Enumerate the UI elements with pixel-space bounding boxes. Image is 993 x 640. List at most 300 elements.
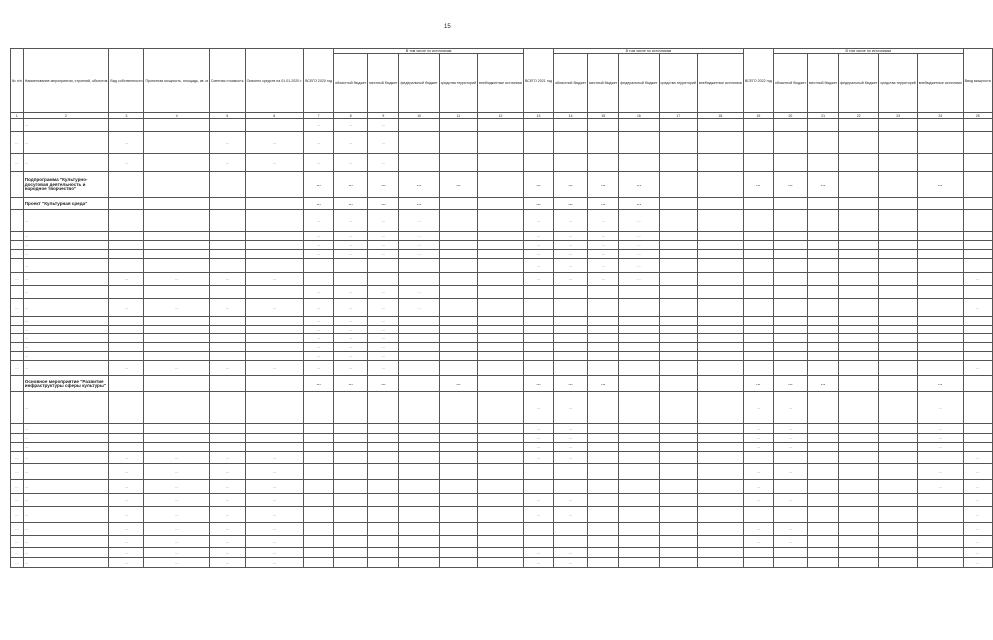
table-cell: … xyxy=(368,352,399,361)
table-cell xyxy=(697,343,743,352)
table-cell xyxy=(773,241,807,250)
table-cell: … xyxy=(368,343,399,352)
table-cell xyxy=(619,494,659,507)
table-cell: … xyxy=(399,172,439,198)
table-cell xyxy=(554,334,588,343)
table-cell xyxy=(808,259,839,273)
table-cell: … xyxy=(368,172,399,198)
table-cell xyxy=(743,317,773,326)
table-cell xyxy=(209,424,245,434)
table-cell xyxy=(839,376,879,392)
table-cell: … xyxy=(245,558,303,568)
table-cell xyxy=(478,273,524,286)
table-cell xyxy=(619,536,659,548)
table-cell xyxy=(773,334,807,343)
table-cell xyxy=(879,434,917,443)
table-cell: … xyxy=(523,232,553,241)
table-cell xyxy=(659,507,697,523)
table-row xyxy=(11,452,993,464)
table-cell: … xyxy=(743,536,773,548)
page-number: 15 xyxy=(444,24,451,30)
table-cell xyxy=(209,198,245,210)
table-cell: … xyxy=(554,452,588,464)
row-name-cell: … xyxy=(23,507,109,523)
row-name-cell: … xyxy=(23,273,109,286)
table-cell xyxy=(963,119,992,132)
table-cell xyxy=(554,317,588,326)
table-cell xyxy=(743,334,773,343)
col-ownership: Вид собственности xyxy=(109,49,144,113)
table-cell xyxy=(554,299,588,317)
table-cell xyxy=(245,352,303,361)
table-cell: … xyxy=(523,198,553,210)
table-cell xyxy=(478,198,524,210)
table-cell xyxy=(773,154,807,172)
table-cell xyxy=(588,334,619,343)
col-federal-2021: федеральный бюджет xyxy=(619,54,659,113)
table-cell xyxy=(839,494,879,507)
table-cell: … xyxy=(334,343,368,352)
table-cell xyxy=(839,361,879,376)
table-cell: … xyxy=(523,210,553,232)
table-cell: … xyxy=(334,352,368,361)
table-cell: … xyxy=(917,480,963,494)
table-cell: … xyxy=(368,326,399,334)
table-cell xyxy=(109,241,144,250)
table-cell xyxy=(963,352,992,361)
group-2022-sources: В том числе по источникам xyxy=(773,49,963,54)
table-cell xyxy=(879,352,917,361)
table-cell xyxy=(619,154,659,172)
table-cell: … xyxy=(588,210,619,232)
column-number: 11 xyxy=(439,113,477,119)
table-cell: … xyxy=(743,424,773,434)
table-cell xyxy=(109,210,144,232)
table-cell xyxy=(304,443,334,452)
table-cell: … xyxy=(368,210,399,232)
row-name-cell: … xyxy=(23,317,109,326)
table-cell xyxy=(439,507,477,523)
row-name-cell: … xyxy=(23,494,109,507)
table-cell: … xyxy=(304,119,334,132)
table-cell xyxy=(839,352,879,361)
table-cell xyxy=(963,259,992,273)
table-cell: … xyxy=(554,376,588,392)
table-cell xyxy=(523,361,553,376)
table-cell xyxy=(697,507,743,523)
row-name-cell: Основное мероприятие "Развитие инфраструктуры сферы культуры" xyxy=(23,376,109,392)
table-cell: … xyxy=(304,317,334,326)
table-cell xyxy=(209,259,245,273)
table-cell xyxy=(659,361,697,376)
table-cell xyxy=(659,352,697,361)
table-cell xyxy=(879,443,917,452)
table-row xyxy=(11,286,993,299)
table-cell xyxy=(879,507,917,523)
table-cell: … xyxy=(963,299,992,317)
table-cell xyxy=(808,334,839,343)
col-cost: Сметная стоимость xyxy=(209,49,245,113)
table-cell: … xyxy=(11,558,24,568)
table-cell xyxy=(478,361,524,376)
table-cell xyxy=(554,326,588,334)
table-row xyxy=(11,232,993,241)
row-name-cell: … xyxy=(23,536,109,548)
table-cell: … xyxy=(334,172,368,198)
table-cell: … xyxy=(109,452,144,464)
table-cell xyxy=(773,548,807,558)
table-cell xyxy=(879,343,917,352)
table-cell xyxy=(523,317,553,326)
column-number: 6 xyxy=(245,113,303,119)
table-cell xyxy=(697,548,743,558)
table-cell xyxy=(697,434,743,443)
table-cell xyxy=(144,241,209,250)
table-cell: … xyxy=(368,361,399,376)
table-cell xyxy=(109,286,144,299)
table-row xyxy=(11,361,993,376)
table-cell xyxy=(11,434,24,443)
table-cell xyxy=(245,343,303,352)
table-cell xyxy=(743,361,773,376)
table-cell xyxy=(523,326,553,334)
row-name-cell: … xyxy=(23,343,109,352)
table-cell: … xyxy=(334,241,368,250)
table-cell: … xyxy=(963,507,992,523)
table-cell xyxy=(11,250,24,259)
table-cell xyxy=(523,343,553,352)
table-cell xyxy=(619,119,659,132)
table-cell: … xyxy=(743,464,773,480)
table-cell xyxy=(839,241,879,250)
table-cell xyxy=(697,241,743,250)
table-cell xyxy=(439,523,477,536)
table-cell xyxy=(963,286,992,299)
table-cell xyxy=(839,154,879,172)
column-number: 16 xyxy=(619,113,659,119)
col-local-2020: местный бюджет xyxy=(368,54,399,113)
table-cell xyxy=(808,558,839,568)
table-cell xyxy=(659,464,697,480)
table-cell xyxy=(808,299,839,317)
table-cell xyxy=(11,317,24,326)
table-cell xyxy=(399,434,439,443)
table-cell xyxy=(439,361,477,376)
table-cell xyxy=(963,198,992,210)
table-cell xyxy=(588,154,619,172)
table-cell xyxy=(773,317,807,326)
table-cell xyxy=(839,299,879,317)
table-cell xyxy=(839,273,879,286)
table-row xyxy=(11,494,993,507)
table-cell xyxy=(399,154,439,172)
table-cell xyxy=(773,259,807,273)
table-cell xyxy=(963,232,992,241)
table-cell xyxy=(659,286,697,299)
table-cell xyxy=(839,424,879,434)
table-cell: … xyxy=(523,424,553,434)
table-cell xyxy=(659,154,697,172)
table-cell xyxy=(209,286,245,299)
table-cell: … xyxy=(368,198,399,210)
table-cell xyxy=(334,523,368,536)
table-cell xyxy=(368,424,399,434)
table-cell xyxy=(109,443,144,452)
table-cell xyxy=(619,286,659,299)
table-cell xyxy=(588,464,619,480)
table-cell xyxy=(839,198,879,210)
table-cell xyxy=(144,317,209,326)
table-cell: … xyxy=(619,232,659,241)
table-cell xyxy=(697,198,743,210)
table-cell xyxy=(808,326,839,334)
table-cell: … xyxy=(109,558,144,568)
table-cell xyxy=(619,480,659,494)
table-cell xyxy=(11,198,24,210)
table-cell xyxy=(588,480,619,494)
table-cell: … xyxy=(245,299,303,317)
table-cell xyxy=(588,558,619,568)
table-cell xyxy=(209,443,245,452)
table-cell xyxy=(839,507,879,523)
table-cell xyxy=(963,334,992,343)
table-cell xyxy=(368,548,399,558)
column-number: 18 xyxy=(697,113,743,119)
table-cell xyxy=(554,154,588,172)
table-cell xyxy=(399,548,439,558)
table-cell xyxy=(743,119,773,132)
table-cell xyxy=(245,232,303,241)
table-cell xyxy=(109,434,144,443)
table-cell xyxy=(808,548,839,558)
row-name-cell: … xyxy=(23,523,109,536)
table-cell xyxy=(209,172,245,198)
table-cell xyxy=(619,299,659,317)
table-cell xyxy=(839,464,879,480)
table-cell: … xyxy=(523,558,553,568)
table-cell xyxy=(808,523,839,536)
table-cell xyxy=(839,558,879,568)
table-cell xyxy=(523,523,553,536)
table-cell xyxy=(839,434,879,443)
table-cell xyxy=(588,536,619,548)
table-cell xyxy=(478,424,524,434)
table-cell xyxy=(619,334,659,343)
table-cell xyxy=(963,343,992,352)
table-cell xyxy=(109,317,144,326)
table-cell: … xyxy=(773,443,807,452)
table-cell xyxy=(879,317,917,326)
table-cell: … xyxy=(773,424,807,434)
table-cell xyxy=(963,241,992,250)
table-cell: … xyxy=(334,326,368,334)
table-cell xyxy=(478,326,524,334)
table-row xyxy=(11,317,993,326)
table-cell xyxy=(334,392,368,424)
table-cell: … xyxy=(368,241,399,250)
table-cell xyxy=(334,464,368,480)
table-cell: … xyxy=(554,198,588,210)
table-cell xyxy=(209,334,245,343)
table-cell: … xyxy=(209,523,245,536)
table-cell: … xyxy=(209,548,245,558)
table-cell: … xyxy=(368,232,399,241)
table-cell: … xyxy=(368,286,399,299)
table-cell: … xyxy=(523,376,553,392)
table-cell: … xyxy=(334,154,368,172)
table-cell: … xyxy=(588,198,619,210)
table-cell xyxy=(839,132,879,154)
table-cell xyxy=(245,259,303,273)
table-cell xyxy=(839,452,879,464)
table-cell xyxy=(109,250,144,259)
table-cell xyxy=(245,241,303,250)
table-cell xyxy=(554,361,588,376)
table-cell xyxy=(439,241,477,250)
table-cell xyxy=(697,132,743,154)
table-cell xyxy=(808,494,839,507)
table-cell xyxy=(659,523,697,536)
table-cell xyxy=(773,343,807,352)
table-cell: … xyxy=(523,434,553,443)
table-cell: … xyxy=(304,172,334,198)
table-cell xyxy=(439,132,477,154)
table-cell xyxy=(619,548,659,558)
table-cell xyxy=(439,443,477,452)
row-name-cell: … xyxy=(23,424,109,434)
table-cell xyxy=(743,154,773,172)
table-cell xyxy=(697,259,743,273)
table-cell: … xyxy=(245,480,303,494)
table-cell xyxy=(839,334,879,343)
table-cell xyxy=(743,326,773,334)
table-row xyxy=(11,326,993,334)
table-cell xyxy=(808,250,839,259)
table-cell xyxy=(109,259,144,273)
table-cell xyxy=(619,132,659,154)
table-cell: … xyxy=(209,452,245,464)
table-cell: … xyxy=(304,198,334,210)
column-number: 15 xyxy=(588,113,619,119)
row-name-cell: … xyxy=(23,334,109,343)
table-cell xyxy=(478,392,524,424)
table-cell xyxy=(144,232,209,241)
table-cell xyxy=(808,352,839,361)
table-cell: … xyxy=(11,361,24,376)
table-cell: … xyxy=(245,548,303,558)
table-cell xyxy=(659,132,697,154)
table-cell: … xyxy=(144,507,209,523)
table-cell xyxy=(917,548,963,558)
table-cell xyxy=(808,232,839,241)
table-cell: … xyxy=(554,250,588,259)
table-cell xyxy=(478,376,524,392)
table-cell xyxy=(917,210,963,232)
table-cell xyxy=(478,558,524,568)
col-regional-2022: областной бюджет xyxy=(773,54,807,113)
table-cell xyxy=(439,352,477,361)
table-cell: … xyxy=(209,536,245,548)
table-cell xyxy=(839,210,879,232)
table-cell xyxy=(245,250,303,259)
table-cell: … xyxy=(963,464,992,480)
table-cell xyxy=(808,536,839,548)
col-federal-2020: федеральный бюджет xyxy=(399,54,439,113)
table-cell xyxy=(659,273,697,286)
table-cell xyxy=(368,434,399,443)
table-cell xyxy=(11,232,24,241)
table-cell xyxy=(839,250,879,259)
table-cell xyxy=(304,392,334,424)
table-cell xyxy=(839,392,879,424)
table-cell xyxy=(209,343,245,352)
table-cell xyxy=(839,119,879,132)
table-cell xyxy=(773,507,807,523)
table-cell xyxy=(245,317,303,326)
table-cell: … xyxy=(523,494,553,507)
table-cell xyxy=(478,241,524,250)
table-cell: … xyxy=(109,494,144,507)
table-cell xyxy=(368,536,399,548)
table-cell xyxy=(109,352,144,361)
table-cell xyxy=(773,119,807,132)
table-cell xyxy=(963,434,992,443)
table-cell xyxy=(399,464,439,480)
table-cell: … xyxy=(209,480,245,494)
table-cell xyxy=(743,548,773,558)
table-cell: … xyxy=(109,273,144,286)
table-cell xyxy=(399,132,439,154)
table-cell: … xyxy=(144,452,209,464)
table-cell xyxy=(209,317,245,326)
table-cell: … xyxy=(554,507,588,523)
table-cell xyxy=(144,250,209,259)
table-cell: … xyxy=(109,480,144,494)
table-cell xyxy=(144,172,209,198)
table-cell xyxy=(478,210,524,232)
col-offbudget-2022: внебюджетные источники xyxy=(917,54,963,113)
column-number: 5 xyxy=(209,113,245,119)
table-cell: … xyxy=(209,154,245,172)
table-cell xyxy=(439,424,477,434)
table-cell xyxy=(619,464,659,480)
row-name-cell: … xyxy=(23,326,109,334)
table-cell xyxy=(659,198,697,210)
table-cell xyxy=(588,507,619,523)
table-cell: … xyxy=(619,172,659,198)
table-cell xyxy=(11,334,24,343)
table-cell: … xyxy=(109,464,144,480)
table-cell xyxy=(368,452,399,464)
table-cell xyxy=(109,343,144,352)
table-cell xyxy=(144,434,209,443)
col-federal-2022: федеральный бюджет xyxy=(839,54,879,113)
table-cell xyxy=(245,334,303,343)
table-cell xyxy=(879,392,917,424)
table-cell xyxy=(963,392,992,424)
table-cell: … xyxy=(304,250,334,259)
table-cell xyxy=(697,210,743,232)
table-cell xyxy=(399,443,439,452)
table-cell xyxy=(697,286,743,299)
table-cell xyxy=(209,119,245,132)
table-cell xyxy=(697,317,743,326)
table-row xyxy=(11,424,993,434)
row-name-cell: … xyxy=(23,352,109,361)
table-cell xyxy=(478,317,524,326)
table-cell xyxy=(743,452,773,464)
table-cell: … xyxy=(304,361,334,376)
